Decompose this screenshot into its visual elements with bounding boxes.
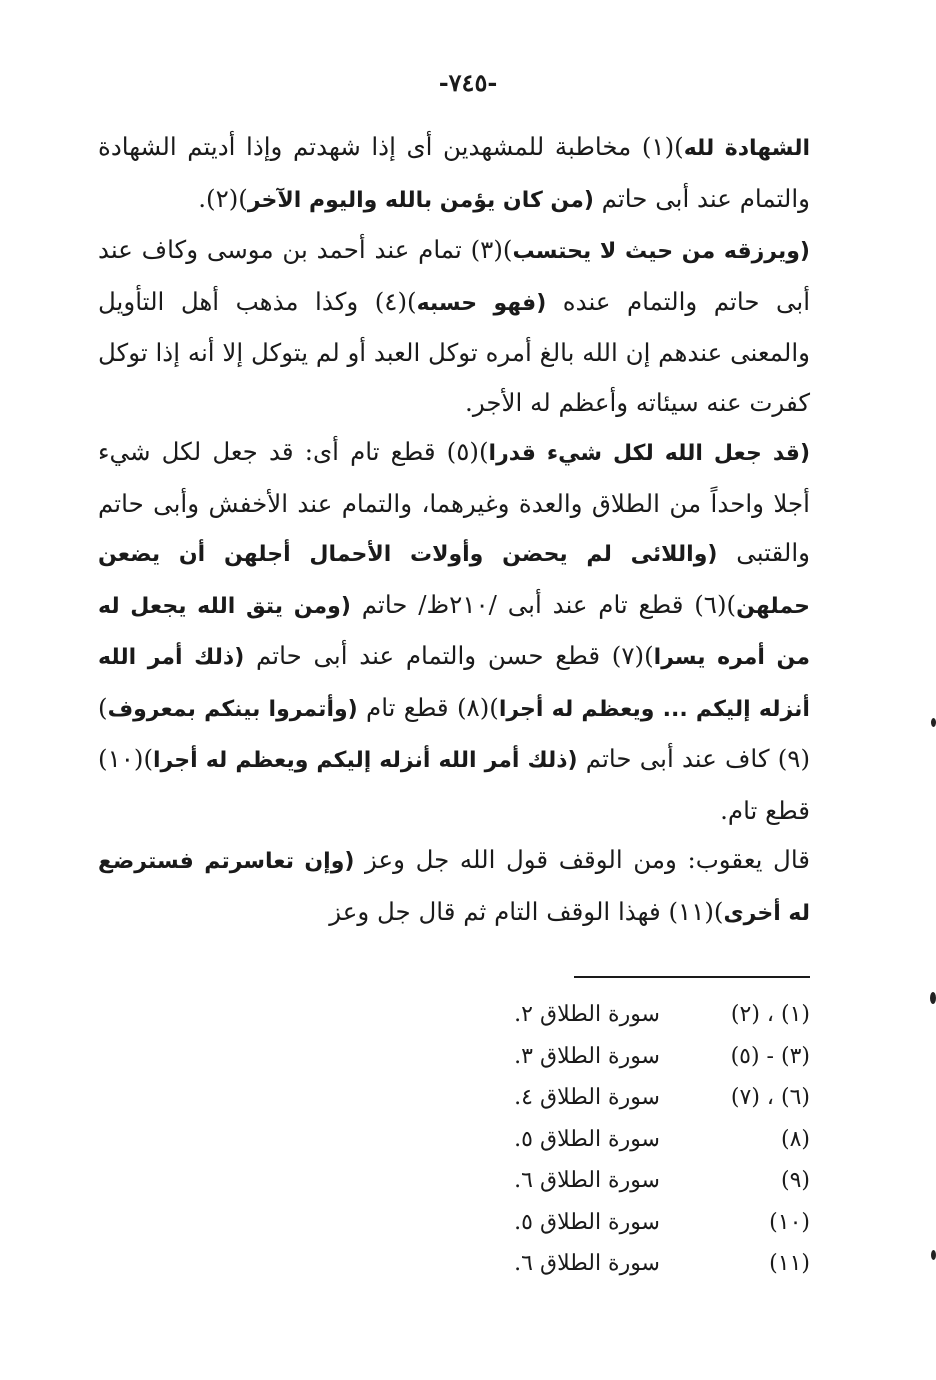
commentary-text: )(٢).	[198, 183, 248, 213]
quran-quote: (ويرزقه من حيث لا يحتسب	[512, 239, 810, 264]
quran-quote: (ذلك أمر الله أنزله إليكم ... ويعظم له أجرا	[98, 645, 810, 722]
footnote-reference: (١) ، (٢)	[730, 1002, 810, 1027]
commentary-text: )(٣) تمام عند أحمد بن موسى وكاف عند أبى حاتم والتمام عنده	[98, 235, 811, 316]
footnote-reference: (١٠)	[769, 1209, 810, 1235]
footnote-reference: (١١)	[769, 1251, 810, 1276]
quran-quote: (ذلك أمر الله أنزله إليكم ويعظم له أجرا	[153, 748, 578, 773]
commentary-text: )(١٠) قطع تام.	[98, 744, 810, 825]
footnote-row	[470, 1160, 810, 1202]
commentary-text: )(٧) قطع حسن والتمام عند أبى حاتم	[244, 641, 654, 670]
paragraph	[98, 835, 810, 938]
footnote-source: سورة الطلاق ٦.	[514, 1251, 660, 1276]
footnote-reference: (٩)	[780, 1168, 810, 1193]
quran-quote: الشهادة لله	[683, 136, 810, 161]
quran-quote: (ومن يتق الله يجعل له من أمره يسرا	[98, 593, 810, 670]
quran-quote: (من كان يؤمن بالله واليوم الآخر	[247, 187, 594, 213]
footnote-reference: (٦) ، (٧)	[730, 1085, 810, 1110]
main-text	[98, 122, 810, 938]
paragraph	[98, 427, 810, 835]
footnote-row	[470, 1036, 810, 1078]
footnote-separator	[574, 976, 810, 978]
scan-speck	[931, 718, 936, 727]
footnote-row	[470, 1077, 810, 1119]
footnote-row	[470, 1202, 810, 1244]
footnote-source: سورة الطلاق ٥.	[514, 1209, 660, 1235]
paragraph	[98, 225, 810, 427]
footnotes	[470, 994, 810, 1285]
footnote-row	[470, 994, 810, 1036]
footnote-reference: (٣) - (٥)	[730, 1043, 810, 1069]
footnote-source: سورة الطلاق ٦.	[514, 1168, 660, 1193]
scan-speck	[930, 992, 936, 1004]
page-number: -٧٤٥-	[438, 68, 498, 97]
commentary-text: )(٦) قطع تام عند أبى /٢١٠ظ/ حاتم	[350, 589, 737, 619]
commentary-text: )(١) مخاطبة للمشهدين أى إذا شهدتم وإذا أديتم الشهادة والتمام عند أبى حاتم	[98, 132, 810, 213]
footnote-source: سورة الطلاق ٣.	[514, 1043, 660, 1069]
footnote-row	[470, 1119, 810, 1161]
footnote-source: سورة الطلاق ٢.	[514, 1002, 660, 1027]
commentary-text: )(٤) وكذا مذهب أهل التأويل والمعنى عندهم إن الله بالغ أمره توكل العبد أو لم يتوكل إلا أنه إذا توكل كفرت عنه سيئاته وأعظم له الأجر.	[98, 286, 810, 417]
commentary-text: )(٥) قطع تام أى: قد جعل لكل شيء أجلا واحداً من الطلاق والعدة وغيرهما، والتمام عند الأخفش وأبى حاتم والقتبى	[98, 437, 810, 567]
footnote-row	[470, 1243, 810, 1285]
commentary-text: )(٨) قطع تام	[357, 692, 499, 722]
footnote-source: سورة الطلاق ٥.	[514, 1126, 660, 1152]
quran-quote: (وإن تعاسرتم فسترضع له أخرى	[98, 849, 810, 926]
quran-quote: (فهو حسبه	[416, 290, 547, 316]
scan-speck	[931, 1250, 936, 1260]
quran-quote: (واللائى لم يحضن وأولات الأحمال أجلهن أن يضعن حملهن	[98, 542, 810, 619]
quran-quote: (قد جعل الله لكل شيء قدرا	[488, 441, 810, 466]
commentary-text: قال يعقوب: ومن الوقف قول الله جل وعز	[354, 845, 811, 874]
commentary-text: )(١١) فهذا الوقف التام ثم قال جل وعز	[329, 896, 724, 926]
paragraph	[98, 122, 810, 225]
commentary-text: )(٩) كاف عند أبى حاتم	[98, 692, 810, 773]
footnote-reference: (٨)	[780, 1126, 810, 1152]
footnote-source: سورة الطلاق ٤.	[514, 1085, 660, 1110]
quran-quote: (وأتمروا بينكم بمعروف	[107, 696, 358, 722]
